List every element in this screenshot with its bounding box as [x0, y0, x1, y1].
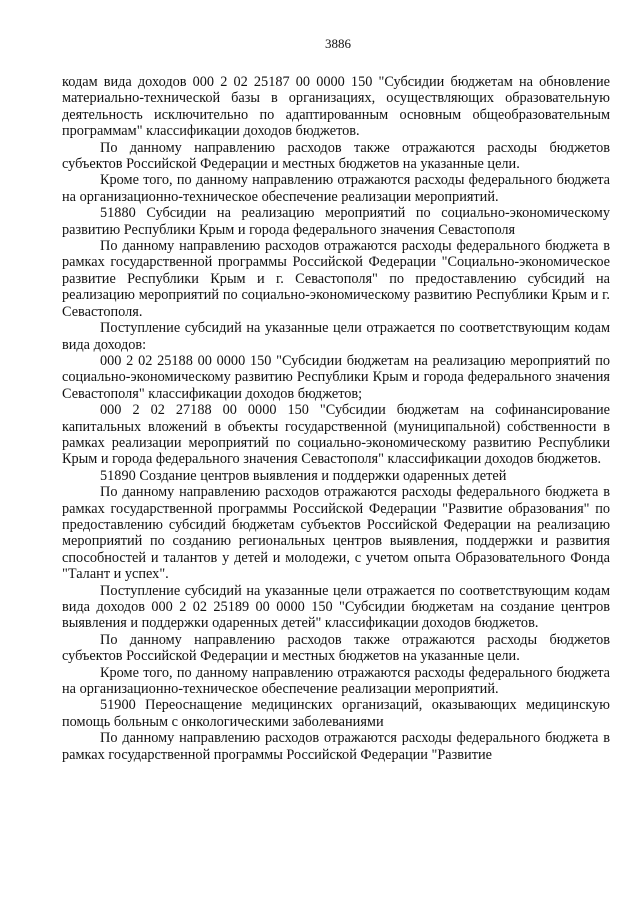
paragraph: По данному направлению расходов также отражаются расходы бюджетов субъектов Российской Федерации и местных бюджетов на указанные цели. [62, 631, 610, 665]
document-body [62, 74, 610, 763]
paragraph: По данному направлению расходов отражаются расходы федерального бюджета в рамках государственной программы Российской Федерации "Социально-экономическое развитие Республики Крым и г. Севастополя" по предоставлению субсидий на реализацию мероприятий по социально-экономическому развитию Республики Крым и г. Севастополя. [62, 238, 610, 320]
paragraph: 51890 Создание центров выявления и поддержки одаренных детей [100, 467, 507, 484]
paragraph: По данному направлению расходов отражаются расходы федерального бюджета в рамках государственной программы Российской Федерации "Развитие [62, 730, 610, 763]
paragraph: Поступление субсидий на указанные цели отражается по соответствующим кодам вида доходов: [62, 320, 610, 353]
page-number: 3886 [325, 36, 351, 51]
paragraph: 51880 Субсидии на реализацию мероприятий по социально-экономическому развитию Республики Крым и города федерального значения Севастополя [62, 205, 610, 238]
paragraph: Кроме того, по данному направлению отражаются расходы федерального бюджета на организационно-техническое обеспечение реализации мероприятий. [62, 172, 610, 205]
paragraph: 000 2 02 27188 00 0000 150 "Субсидии бюджетам на софинансирование капитальных вложений в объекты государственной (муниципальной) собственности в рамках реализации мероприятий по социально-экономическому развитию Республики Крым и города федерального значения Севастополя" классификации доходов бюджетов. [62, 402, 610, 468]
paragraph: По данному направлению расходов также отражаются расходы бюджетов субъектов Российской Федерации и местных бюджетов на указанные цели. [62, 139, 610, 173]
paragraph: 000 2 02 25188 00 0000 150 "Субсидии бюджетам на реализацию мероприятий по социально-экономическому развитию Республики Крым и города федерального значения Севастополя" классификации доходов бюджетов; [62, 352, 610, 402]
paragraph: Кроме того, по данному направлению отражаются расходы федерального бюджета на организационно-техническое обеспечение реализации мероприятий. [62, 664, 610, 698]
paragraph: Поступление субсидий на указанные цели отражается по соответствующим кодам вида доходов 000 2 02 25189 00 0000 150 "Субсидии бюджетам на создание центров выявления и поддержки одаренных детей" классификации доходов бюджетов. [62, 582, 610, 632]
paragraph: По данному направлению расходов отражаются расходы федерального бюджета в рамках государственной программы Российской Федерации "Развитие образования" по предоставлению субсидий бюджетам субъектов Российской Федерации на реализацию мероприятий по созданию региональных центров выявления, поддержки и развития способностей и талантов у детей и молодежи, с учетом опыта Образовательного Фонда "Талант и успех". [62, 484, 610, 583]
paragraph: 51900 Переоснащение медицинских организаций, оказывающих медицинскую помощь больным с онкологическими заболеваниями [62, 697, 610, 730]
paragraph: кодам вида доходов 000 2 02 25187 00 0000 150 "Субсидии бюджетам на обновление материально-технической базы в организациях, осуществляющих образовательную деятельность исключительно по адаптированным основным общеобразовательным программам" классификации доходов бюджетов. [62, 74, 610, 140]
